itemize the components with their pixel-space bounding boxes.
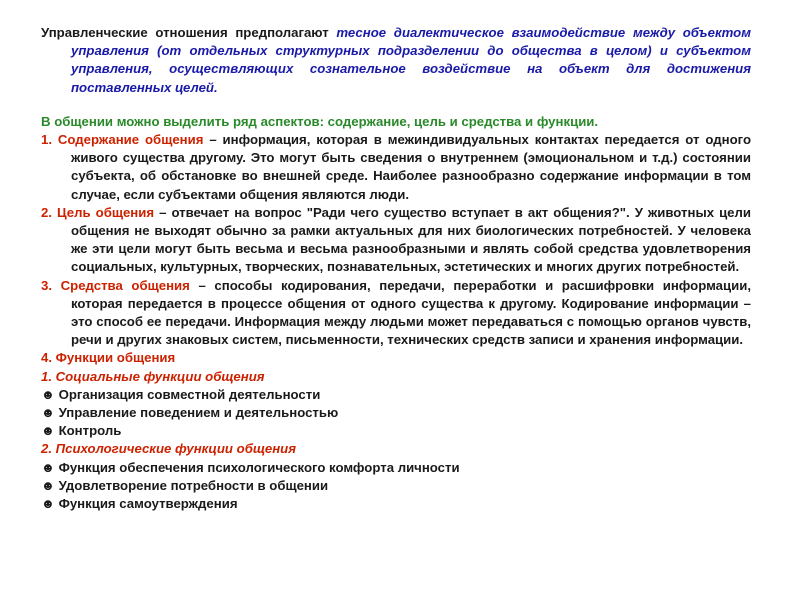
intro-emphasis: тесное диалектическое взаимодействие между объектом управления (от отдельных структурных подразделении до общества в целом) и субъектом управления, осуществляющих сознательное воздействие на объект для достижения поставленных целей. bbox=[71, 25, 751, 95]
functions-heading: 4. Функции общения bbox=[41, 350, 176, 366]
psych-functions-heading: 2. Психологические функции общения bbox=[41, 441, 296, 457]
list-item-label: Функция самоутверждения bbox=[58, 496, 238, 512]
intro-lead: Управленческие отношения предполагают bbox=[41, 25, 337, 40]
list-item-label: Функция обеспечения психологического комфорта личности bbox=[58, 459, 460, 475]
list-item-label: Организация совместной деятельности bbox=[58, 386, 321, 402]
list-item bbox=[41, 404, 751, 422]
smiley-bullet-icon: ☻ bbox=[41, 477, 55, 493]
social-functions-heading: 1. Социальные функции общения bbox=[41, 368, 265, 384]
list-item bbox=[41, 477, 751, 495]
aspect-goal bbox=[41, 204, 751, 277]
intro-paragraph bbox=[41, 24, 751, 97]
aspect-content bbox=[41, 131, 751, 204]
smiley-bullet-icon: ☻ bbox=[41, 459, 55, 475]
aspect-means bbox=[41, 277, 751, 350]
aspect-content-text: – информация, которая в межиндивидуальных контактах передается от одного живого существа другому. Это могут быть сведения о внутреннем (эмоциональном и т.д.) состоянии субъекта, об обстановке во внешней среде. Наиболее разнообразно содержание информации в том случае, если субъектами общения являются люди. bbox=[71, 132, 751, 202]
aspect-means-text: – способы кодирования, передачи, переработки и расшифровки информации, которая передается в процессе общения от одного существа к другому. Кодирование информации – это способ ее передачи. Информация между людьми может передаваться с помощью органов чувств, речи и других знаковых систем, письменности, технических средств записи и хранения информации. bbox=[71, 277, 751, 348]
smiley-bullet-icon: ☻ bbox=[41, 386, 55, 402]
aspect-goal-title: 2. Цель общения bbox=[41, 204, 155, 220]
aspects-heading: В общении можно выделить ряд аспектов: содержание, цель и средства и функции. bbox=[41, 113, 599, 129]
list-item-label: Контроль bbox=[58, 423, 122, 439]
list-item-label: Удовлетворение потребности в общении bbox=[58, 477, 329, 493]
list-item-label: Управление поведением и деятельностью bbox=[58, 405, 339, 421]
smiley-bullet-icon: ☻ bbox=[41, 423, 55, 439]
list-item bbox=[41, 495, 751, 513]
smiley-bullet-icon: ☻ bbox=[41, 405, 55, 421]
text-body bbox=[41, 24, 751, 513]
aspect-content-title: 1. Содержание общения bbox=[41, 132, 204, 148]
list-item bbox=[41, 386, 751, 404]
aspect-means-title: 3. Средства общения bbox=[41, 277, 190, 293]
list-item bbox=[41, 459, 751, 477]
list-item bbox=[41, 422, 751, 440]
aspect-goal-text: – отвечает на вопрос "Ради чего существо вступает в акт общения?". У животных цели общения не выходят обычно за рамки актуальных для них биологических потребностей. У человека же эти цели могут быть весьма и весьма разнообразными и являть собой средства удовлетворения социальных, культурных, творческих, познавательных, эстетических и многих других потребностей. bbox=[71, 204, 751, 275]
smiley-bullet-icon: ☻ bbox=[41, 496, 55, 512]
